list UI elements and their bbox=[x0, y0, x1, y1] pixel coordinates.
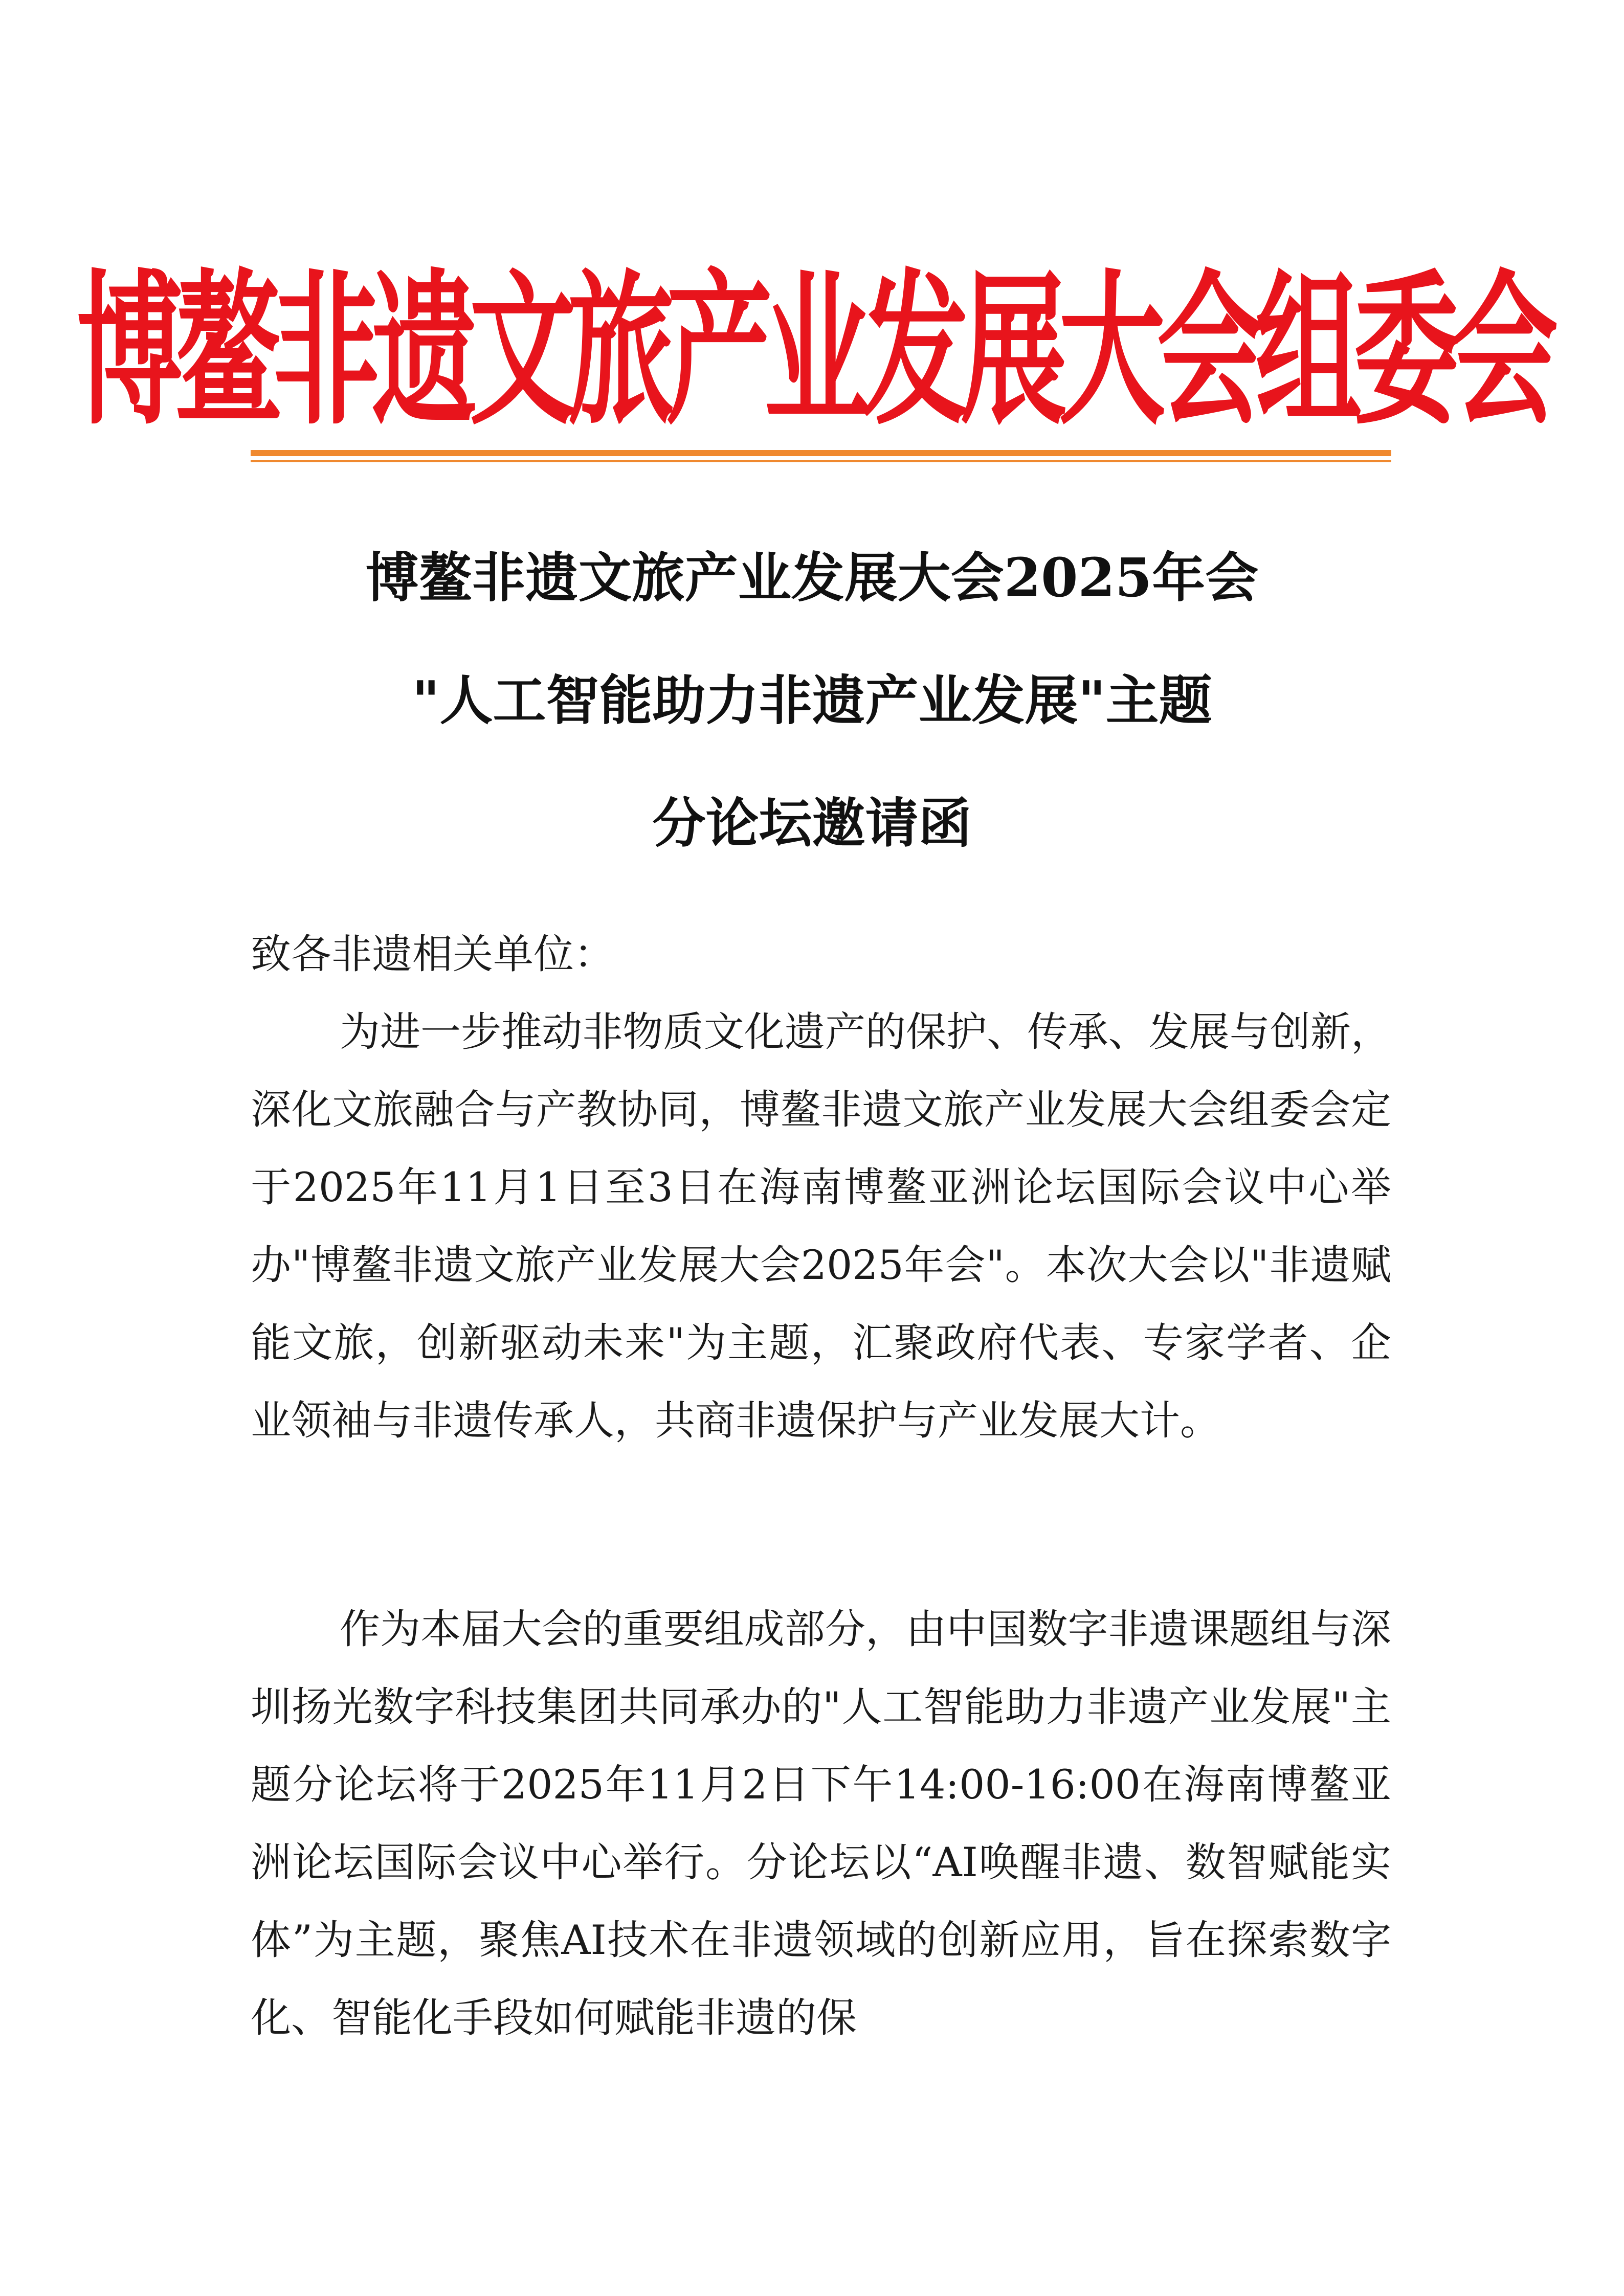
document-title-line-2: "人工智能助力非遗产业发展"主题 bbox=[412, 669, 1212, 732]
body-paragraph-1: 为进一步推动非物质文化遗产的保护、传承、发展与创新，深化文旅融合与产教协同，博鳌非遗文旅产业发展大会组委会定于2025年11月1日至3日在海南博鳌亚洲论坛国际会议中心举办"博鳌非遗文旅产业发展大会2025年会"。本次大会以"非遗赋能文旅，创新驱动未来"为主题，汇聚政府代表、专家学者、企业领袖与非遗传承人，共商非遗保护与产业发展大计。 bbox=[251, 1008, 1391, 1444]
salutation: 致各非遗相关单位： bbox=[251, 931, 614, 978]
body-paragraph-2: 作为本届大会的重要组成部分，由中国数字非遗课题组与深圳扬光数字科技集团共同承办的"人工智能助力非遗产业发展"主题分论坛将于2025年11月2日下午14:00-16:00在海南博鳌亚洲论坛国际会议中心举行。分论坛以“AI唤醒非遗、数智赋能实体”为主题，聚焦AI技术在非遗领域的创新应用，旨在探索数字化、智能化手段如何赋能非遗的保 bbox=[251, 1606, 1391, 2041]
letterhead-org-name: 博鳌非遗文旅产业发展大会组委会 bbox=[77, 254, 1550, 448]
document-title-line-3: 分论坛邀请函 bbox=[652, 792, 972, 854]
letterhead-divider-thick bbox=[251, 450, 1391, 456]
document-title-line-1: 博鳌非遗文旅产业发展大会2025年会 bbox=[365, 546, 1259, 609]
letterhead-divider-thin bbox=[251, 460, 1391, 462]
